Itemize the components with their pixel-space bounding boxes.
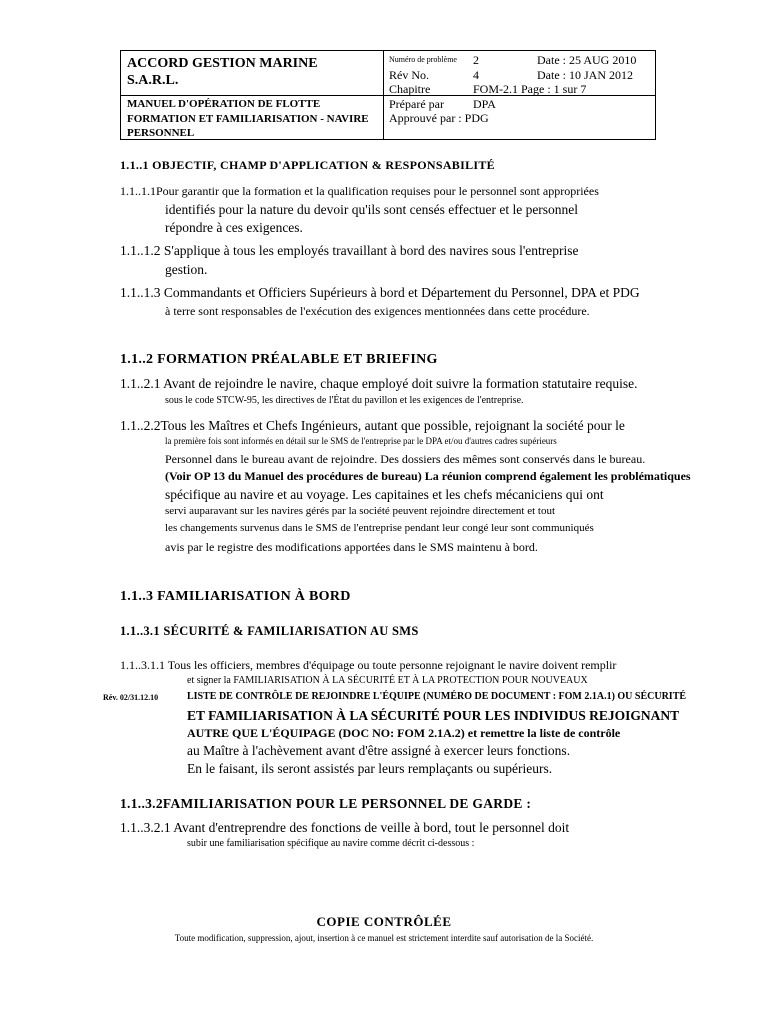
manual-subtitle-2: PERSONNEL (127, 127, 195, 139)
para-1-1-2-2-line5: spécifique au navire et au voyage. Les capitaines et les chefs mécaniciens qui ont (165, 487, 604, 502)
para-1-1-3-1-1-line2: et signer la FAMILIARISATION À LA SÉCURITÉ ET À LA PROTECTION POUR NOUVEAUX (187, 675, 588, 686)
issue-date: Date : 25 AUG 2010 (537, 53, 637, 67)
section-title-training: 1.1..2 FORMATION PRÉALABLE ET BRIEFING (120, 352, 438, 367)
chapter-value: FOM-2.1 Page : 1 sur 7 (473, 82, 587, 96)
section-title-objective: 1.1..1 OBJECTIF, CHAMP D'APPLICATION & RESPONSABILITÉ (120, 158, 495, 172)
rev-date: Date : 10 JAN 2012 (537, 68, 633, 82)
company-name: ACCORD GESTION MARINE (127, 56, 318, 71)
para-1-1-2-1: 1.1..2.1 Avant de rejoindre le navire, chaque employé doit suivre la formation statutaire requise. (120, 376, 638, 391)
para-1-1-1-3-line2: à terre sont responsables de l'exécution des exigences mentionnées dans cette procédure. (165, 304, 590, 318)
manual-subtitle: FORMATION ET FAMILIARISATION - NAVIRE (127, 113, 369, 125)
para-1-1-2-2-line2: la première fois sont informés en détail sur le SMS de l'entreprise par le DPA et/ou d'autres cadres supérieurs (165, 436, 557, 446)
para-1-1-1-1-line2: identifiés pour la nature du devoir qu'ils sont censés effectuer et le personnel (165, 202, 579, 217)
subsection-title-safety: 1.1..3.1 SÉCURITÉ & FAMILIARISATION AU SMS (120, 624, 419, 638)
chapter-label: Chapitre (389, 82, 431, 96)
rev-label: Rév No. (389, 68, 429, 82)
para-1-1-2-2: 1.1..2.2Tous les Maîtres et Chefs Ingénieurs, autant que possible, rejoignant la société pour le (120, 418, 625, 433)
para-1-1-3-1-1-line5: AUTRE QUE L'ÉQUIPAGE (DOC NO: FOM 2.1A.2) et remettre la liste de contrôle (187, 726, 621, 740)
revision-note: Rév. 02/31.12.10 (103, 693, 159, 702)
manual-title: MANUEL D'OPÉRATION DE FLOTTE (127, 98, 321, 110)
para-1-1-3-2-1: 1.1..3.2.1 Avant d'entreprendre des fonctions de veille à bord, tout le personnel doit (120, 820, 570, 835)
section-title-familiarisation: 1.1..3 FAMILIARISATION À BORD (120, 589, 351, 604)
para-1-1-3-2-1-line2: subir une familiarisation spécifique au navire comme décrit ci-dessous : (187, 838, 475, 849)
para-1-1-2-2-line6: servi auparavant sur les navires gérés par la société peuvent rejoindre directement et tout (165, 505, 556, 517)
rev-value: 4 (473, 68, 479, 82)
para-1-1-1-2: 1.1..1.2 S'applique à tous les employés travaillant à bord des navires sous l'entreprise (120, 243, 579, 258)
subsection-title-watch: 1.1..3.2FAMILIARISATION POUR LE PERSONNEL DE GARDE : (120, 796, 532, 811)
prepared-label: Préparé par (389, 97, 444, 111)
footer-controlled-copy: COPIE CONTRÔLÉE (316, 914, 452, 929)
para-1-1-3-1-1-line3: LISTE DE CONTRÔLE DE REJOINDRE L'ÉQUIPE (NUMÉRO DE DOCUMENT : FOM 2.1A.1) OU SÉCURITÉ (187, 691, 687, 702)
para-1-1-1-1: 1.1..1.1Pour garantir que la formation et la qualification requises pour le personnel sont appropriées (120, 184, 599, 198)
footer-note: Toute modification, suppression, ajout, insertion à ce manuel est strictement interdite sauf autorisation de la Société. (174, 933, 594, 943)
issue-label: Numéro de problème (389, 55, 457, 64)
para-1-1-1-1-line3: répondre à ces exigences. (165, 220, 303, 235)
para-1-1-3-1-1-line4: ET FAMILIARISATION À LA SÉCURITÉ POUR LES INDIVIDUS REJOIGNANT (187, 708, 680, 723)
para-1-1-2-2-line3: Personnel dans le bureau avant de rejoindre. Des dossiers des mêmes sont conservés dans le bureau. (165, 452, 646, 466)
approved-by: Approuvé par : PDG (389, 111, 489, 125)
para-1-1-1-2-line2: gestion. (165, 262, 208, 277)
issue-value: 2 (473, 53, 479, 67)
document-header-table (120, 50, 656, 140)
para-1-1-3-1-1: 1.1..3.1.1 Tous les officiers, membres d'équipage ou toute personne rejoignant le navire doivent remplir (120, 658, 617, 672)
prepared-value: DPA (473, 97, 496, 111)
para-1-1-2-2-line7: les changements survenus dans le SMS de l'entreprise pendant leur congé leur sont communiqués (165, 522, 594, 534)
company-type: S.A.R.L. (127, 73, 179, 88)
para-1-1-2-2-line8: avis par le registre des modifications apportées dans le SMS maintenu à bord. (165, 540, 538, 554)
para-1-1-1-3: 1.1..1.3 Commandants et Officiers Supérieurs à bord et Département du Personnel, DPA et PDG (120, 285, 640, 300)
para-1-1-2-2-line4: (Voir OP 13 du Manuel des procédures de bureau) La réunion comprend également les problématiques (165, 469, 691, 483)
para-1-1-3-1-1-line6: au Maître à l'achèvement avant d'être assigné à exercer leurs fonctions. (187, 743, 571, 758)
para-1-1-2-1-line2: sous le code STCW-95, les directives de l'État du pavillon et les exigences de l'entreprise. (165, 395, 524, 406)
para-1-1-3-1-1-line7: En le faisant, ils seront assistés par leurs remplaçants ou supérieurs. (187, 761, 553, 776)
